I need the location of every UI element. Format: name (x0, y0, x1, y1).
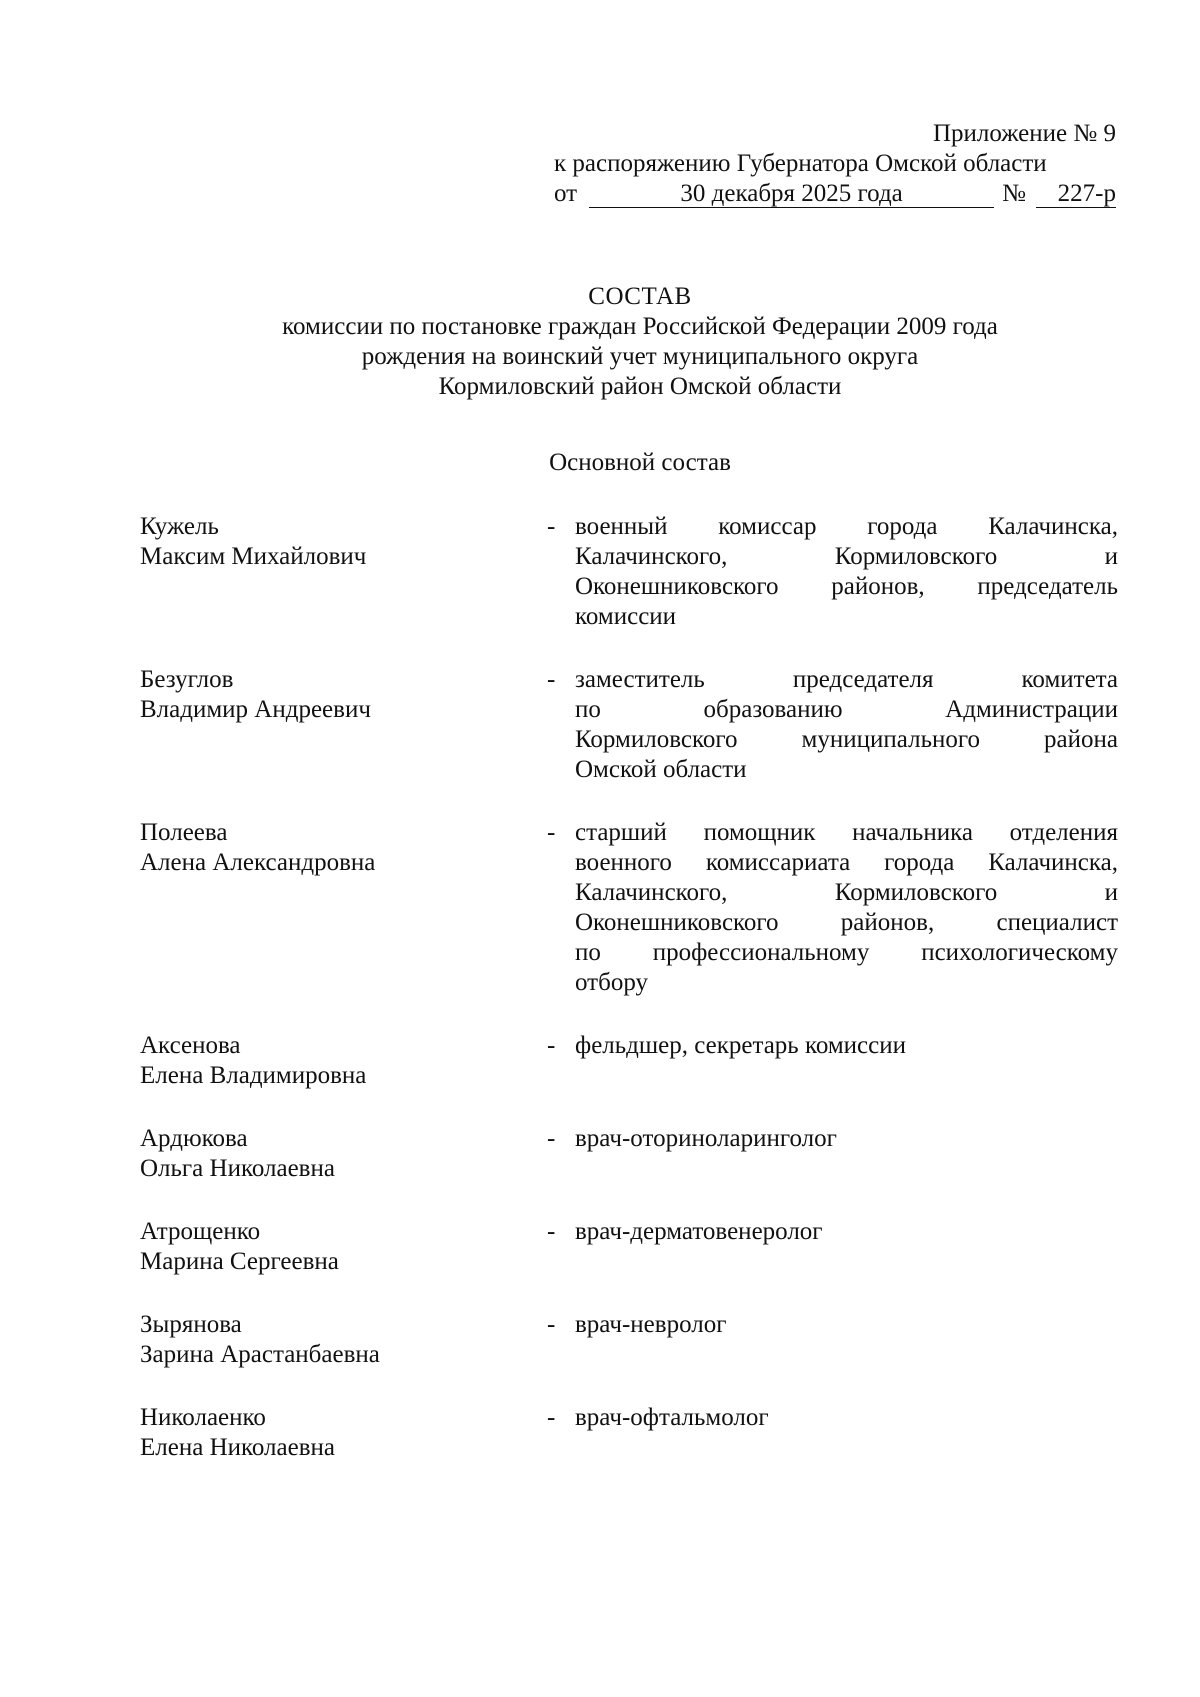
appendix-reference (554, 119, 1124, 209)
member-dash: - (547, 666, 556, 693)
member-role-line: Калачинского, Кормиловского и (575, 543, 1118, 570)
member-given-names: Марина Сергеевна (140, 1248, 339, 1275)
member-surname: Зырянова (140, 1311, 242, 1338)
member-role-line: врач-дерматовенеролог (575, 1218, 823, 1245)
appendix-number: Приложение № 9 (932, 120, 1116, 147)
member-name (140, 665, 545, 785)
member-surname: Кужель (140, 513, 219, 540)
member-entry (140, 1217, 1120, 1277)
member-role (575, 1124, 1118, 1184)
member-role-line: по профессиональному психологическому (575, 939, 1118, 966)
member-entry (140, 1124, 1120, 1184)
member-role-line: по образованию Администрации (575, 696, 1118, 723)
member-role-line: Оконешниковского районов, председатель (575, 573, 1118, 600)
section-heading: Основной состав (549, 449, 731, 476)
member-role-line: военный комиссар города Калачинска, (575, 513, 1118, 540)
member-entry (140, 512, 1120, 632)
member-dash: - (547, 1404, 556, 1431)
date-from-label: от (554, 180, 578, 207)
number-label: № (1002, 180, 1026, 207)
member-role (575, 665, 1118, 785)
member-dash: - (547, 1218, 556, 1245)
order-date: 30 декабря 2025 года (589, 181, 994, 208)
member-dash: - (547, 1311, 556, 1338)
member-role-line: Кормиловского муниципального района (575, 726, 1118, 753)
member-name (140, 512, 545, 632)
order-number: 227-р (1036, 181, 1116, 208)
member-dash: - (547, 819, 556, 846)
member-entry (140, 818, 1120, 998)
member-dash: - (547, 513, 556, 540)
title-subtitle-line: Кормиловский район Омской области (438, 373, 842, 400)
member-entry (140, 1031, 1120, 1091)
member-role-line: комиссии (575, 603, 677, 630)
member-role-line: фельдшер, секретарь комиссии (575, 1032, 907, 1059)
member-role-line: отбору (575, 969, 648, 996)
member-role-line: старший помощник начальника отделения (575, 819, 1118, 846)
appendix-order-reference: к распоряжению Губернатора Омской области (554, 150, 1047, 177)
member-role (575, 1217, 1118, 1277)
member-name (140, 1124, 545, 1184)
document-title (160, 282, 1120, 402)
member-surname: Николаенко (140, 1404, 266, 1431)
member-role-line: врач-офтальмолог (575, 1404, 769, 1431)
member-role (575, 1031, 1118, 1091)
member-entry (140, 1403, 1120, 1463)
title-subtitle-line: рождения на воинский учет муниципального округа (361, 343, 919, 370)
member-role-line: врач-оториноларинголог (575, 1125, 837, 1152)
member-dash: - (547, 1032, 556, 1059)
member-name (140, 1310, 545, 1370)
member-surname: Атрощенко (140, 1218, 261, 1245)
member-surname: Безуглов (140, 666, 234, 693)
member-role (575, 512, 1118, 632)
member-name (140, 818, 545, 998)
member-entry (140, 665, 1120, 785)
member-role (575, 1403, 1118, 1463)
member-surname: Аксенова (140, 1032, 241, 1059)
title-subtitle-line: комиссии по постановке граждан Российской Федерации 2009 года (282, 313, 998, 340)
member-role-line: Оконешниковского районов, специалист (575, 909, 1118, 936)
appendix-date-line (554, 179, 1124, 209)
member-surname: Ардюкова (140, 1125, 248, 1152)
member-role (575, 818, 1118, 998)
member-entry (140, 1310, 1120, 1370)
member-given-names: Елена Николаевна (140, 1434, 335, 1461)
member-given-names: Алена Александровна (140, 849, 376, 876)
member-name (140, 1031, 545, 1091)
member-role-line: врач-невролог (575, 1311, 727, 1338)
member-role-line: Калачинского, Кормиловского и (575, 879, 1118, 906)
member-name (140, 1217, 545, 1277)
member-given-names: Зарина Арастанбаевна (140, 1341, 380, 1368)
member-role-line: военного комиссариата города Калачинска, (575, 849, 1118, 876)
member-dash: - (547, 1125, 556, 1152)
title-heading: СОСТАВ (588, 283, 692, 310)
member-given-names: Владимир Андреевич (140, 696, 371, 723)
member-role-line: Омской области (575, 756, 747, 783)
member-name (140, 1403, 545, 1463)
member-surname: Полеева (140, 819, 228, 846)
member-role-line: заместитель председателя комитета (575, 666, 1118, 693)
member-given-names: Елена Владимировна (140, 1062, 367, 1089)
member-role (575, 1310, 1118, 1370)
member-given-names: Максим Михайлович (140, 543, 367, 570)
member-given-names: Ольга Николаевна (140, 1155, 335, 1182)
members-list (140, 512, 1120, 1496)
